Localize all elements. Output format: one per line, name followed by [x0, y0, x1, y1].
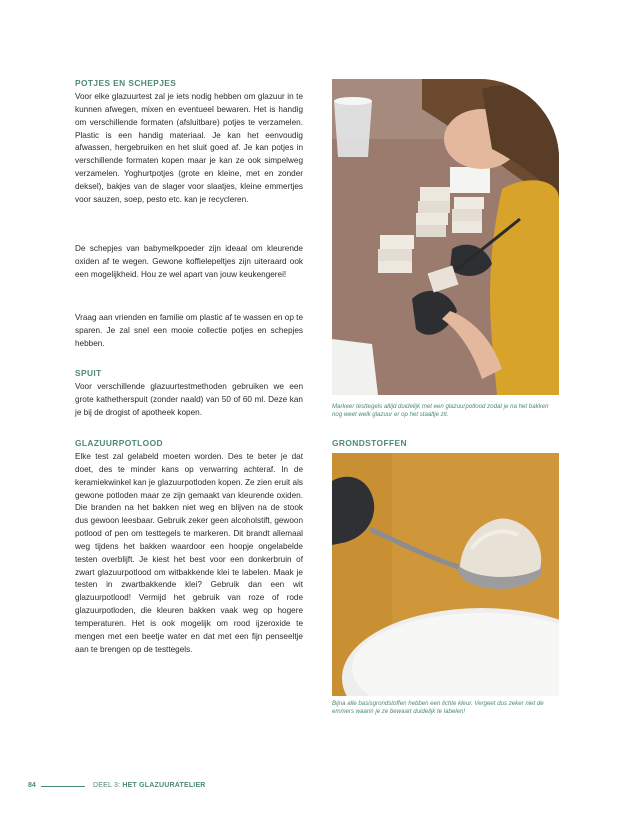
footer-divider — [41, 786, 85, 787]
paragraph-glazuurpotlood: Elke test zal gelabeld moeten worden. Des te beter je dat doet, des te minder kans op verwarring achteraf. In de keramiekwinkel kan je glazuurpotloden kopen. Ze zien eruit als gewone potloden maar ze zijn gemaakt van kleurende oxiden. Die branden na het bakken niet weg en blijven na de stook dus gewoon leesbaar. Gebruik zeker geen alcoholstift, gewoon potlood of pen om testtegels te markeren. Dit brandt allemaal weg tijdens het bakken waardoor een hoopje ongelabelde testen overblijft. Je kiest het best voor een donkerbruin of zwart glazuurpotlood om witbakkende klei te labelen. Maak je testen in zwartbakkende klei? Gebruik dan een wit glazuurpotlood! Vermijd het gebruik van roze of rode glazuurpotloden, die kleuren bakken vaak weg op hogere temperaturen. Het is ook mogelijk om rood ijzeroxide te mengen met een beetje water en dat met een fijn penseeltje aan te brengen op de testtegels. — [75, 452, 303, 654]
section-heading-glazuurpotlood: GLAZUURPOTLOOD — [75, 438, 163, 448]
section-heading-potjes: POTJES EN SCHEPJES — [75, 78, 177, 88]
paragraph-potjes-1: Voor elke glazuurtest zal je iets nodig hebben om glazuur in te kunnen afwegen, mixen en eventueel bewaren. Het is handig om verschillende formaten (afsluitbare) potjes te verzamelen. Plastic is een handig materiaal. Je kan het eenvoudig afwassen, hergebruiken en het sluit goed af. Je kan potjes in verschillende formaten kopen maar je kan ze ook simpelweg verzamelen. Yoghurtpotjes (grote en kleine, met en zonder deksel), bakjes van de slager voor slaatjes, kleine emmertjes voor sauzen, soep, pesto etc. kan je recycleren. — [75, 92, 303, 204]
paragraph-potjes-3: Vraag aan vrienden en familie om plastic af te wassen en op te sparen. Je zal snel een mooie collectie potjes en schepjes hebben. — [75, 313, 303, 348]
photo1-caption: Markeer testtegels altijd duidelijk met een glazuurpotlood zodat je na het bakken nog weet welk glazuur er op het staaltje zit. — [332, 403, 549, 419]
photo-labeling-test-tiles — [332, 79, 559, 395]
section-heading-spuit: SPUIT — [75, 368, 102, 378]
photo-spoon-with-powder — [332, 453, 559, 696]
paragraph-potjes-2: De schepjes van babymelkpoeder zijn ideaal om kleurende oxiden af te wegen. Gewone koffielepeltjes zijn uiteraard ook een mogelijkheid. Hou ze wel apart van jouw keukengerei! — [75, 244, 303, 279]
page-number: 84 — [28, 782, 36, 789]
paragraph-spuit: Voor verschillende glazuurtestmethoden gebruiken we een grote kathetherspuit (zonder naald) van 50 of 60 ml. Deze kan je bij de drogist of apotheek kopen. — [75, 382, 303, 417]
footer-part: DEEL 3: — [93, 782, 121, 789]
photo2-caption: Bijna alle basisgrondstoffen hebben een lichte kleur. Vergeet dus zeker niet de emmers waarin je ze bewaart duidelijk te labelen! — [332, 700, 544, 716]
footer-chapter-title: HET GLAZUURATELIER — [122, 782, 206, 789]
section-heading-grondstoffen: GRONDSTOFFEN — [332, 438, 407, 448]
footer-chapter — [93, 782, 206, 789]
